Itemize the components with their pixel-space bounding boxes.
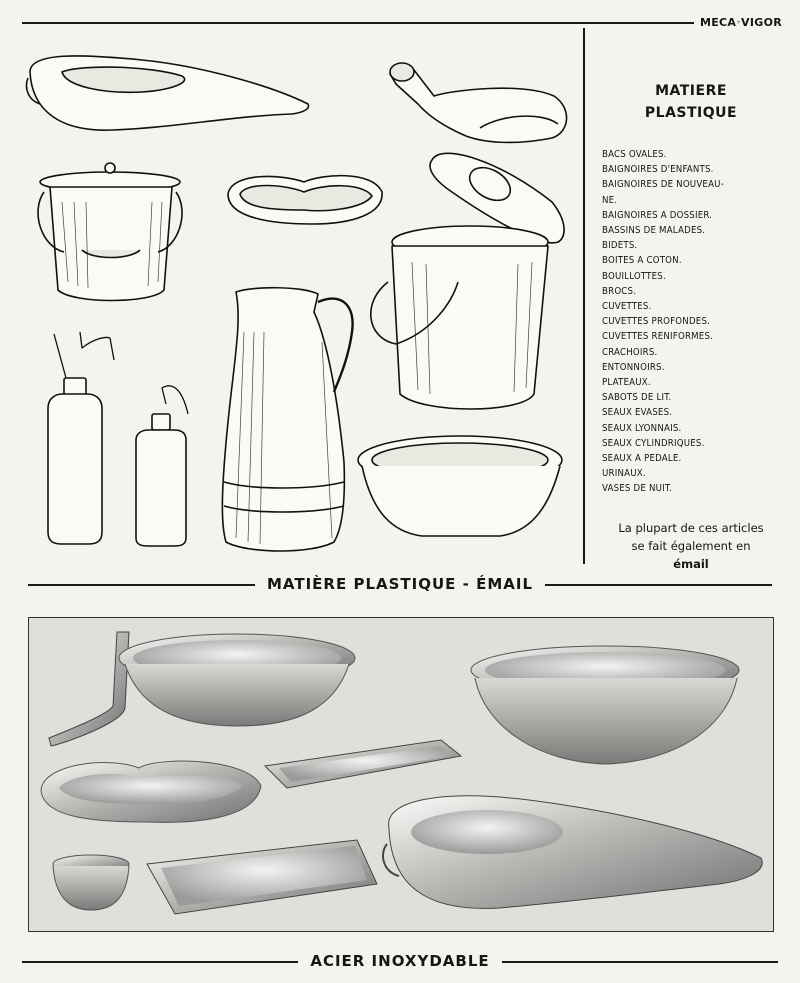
steel-bedpan	[383, 796, 762, 909]
brand-logo-left: MECA	[700, 15, 737, 29]
bedpan-drawing	[27, 56, 309, 130]
brand-logo	[700, 9, 782, 35]
top-rule	[22, 22, 694, 24]
product-list-item: BOITES A COTON.	[602, 255, 682, 267]
product-list-item: BAIGNOIRES DE NOUVEAU-	[602, 179, 725, 191]
product-list-item: SEAUX CYLINDRIQUES.	[602, 437, 705, 449]
note-line1: La plupart de ces articles	[618, 520, 764, 535]
product-list-item: SEAUX EVASES.	[602, 407, 673, 419]
steel-kidney-dish	[41, 761, 261, 822]
product-list-item: CRACHOIRS.	[602, 346, 658, 358]
divider-vertical	[583, 28, 585, 564]
materials-sidebar	[596, 80, 786, 573]
open-bucket-drawing	[371, 153, 564, 409]
product-list-item: VASES DE NUIT.	[602, 483, 673, 495]
product-list-item: CUVETTES PROFONDES.	[602, 316, 711, 328]
wash-bottle-small-drawing	[136, 386, 188, 546]
product-list-item: BAIGNOIRES A DOSSIER.	[602, 209, 713, 221]
sidebar-title-line2: PLASTIQUE	[644, 105, 738, 121]
product-list-item: CUVETTES RENIFORMES.	[602, 331, 714, 343]
lower-caption-text: ACIER INOXYDABLE	[298, 952, 501, 970]
steel-deep-bowl	[471, 646, 739, 764]
plastic-ware-illustration	[22, 42, 578, 562]
product-list-item: BIDETS.	[602, 240, 638, 252]
product-list-item: ENTONNOIRS.	[602, 361, 665, 373]
product-list-item: BOUILLOTTES.	[602, 270, 666, 282]
product-list-item: NE.	[602, 194, 618, 206]
vitruvian-man-icon	[737, 11, 740, 33]
product-list-item: CUVETTES.	[602, 301, 652, 313]
note-line2: se fait également en	[631, 538, 751, 553]
stainless-steel-photo	[28, 617, 774, 932]
steel-round-basin	[119, 634, 355, 726]
urinal-drawing	[390, 63, 567, 142]
enamel-note	[596, 519, 786, 573]
note-bold-enamel: émail	[673, 556, 709, 571]
product-list-item: SABOTS DE LIT.	[602, 392, 672, 404]
product-list-item: BROCS.	[602, 285, 637, 297]
steel-bracket	[49, 632, 129, 746]
wash-bottle-large-drawing	[48, 332, 114, 544]
product-list-item: URINAUX.	[602, 468, 646, 480]
product-list	[602, 147, 786, 497]
product-list-item: BAIGNOIRES D'ENFANTS.	[602, 164, 714, 176]
basin-drawing	[358, 436, 562, 536]
lower-caption	[0, 952, 800, 970]
product-list-item: BACS OVALES.	[602, 149, 667, 160]
steel-ware-photo-render	[29, 618, 773, 931]
product-list-item: SEAUX A PEDALE.	[602, 453, 682, 465]
upper-caption-text: MATIÈRE PLASTIQUE - ÉMAIL	[255, 575, 545, 593]
product-list-item: PLATEAUX.	[602, 377, 651, 389]
steel-small-cup	[53, 855, 129, 910]
pitcher-drawing	[222, 288, 352, 551]
steel-small-tray	[265, 740, 461, 788]
sidebar-title-line1: MATIERE	[655, 83, 727, 99]
kidney-dish-drawing	[228, 176, 382, 224]
upper-caption	[0, 575, 800, 593]
product-list-item: SEAUX LYONNAIS.	[602, 422, 682, 434]
lidded-bucket-drawing	[38, 163, 182, 301]
brand-logo-right: VIGOR	[741, 15, 782, 29]
steel-large-tray	[147, 840, 377, 914]
product-list-item: BASSINS DE MALADES.	[602, 225, 706, 237]
